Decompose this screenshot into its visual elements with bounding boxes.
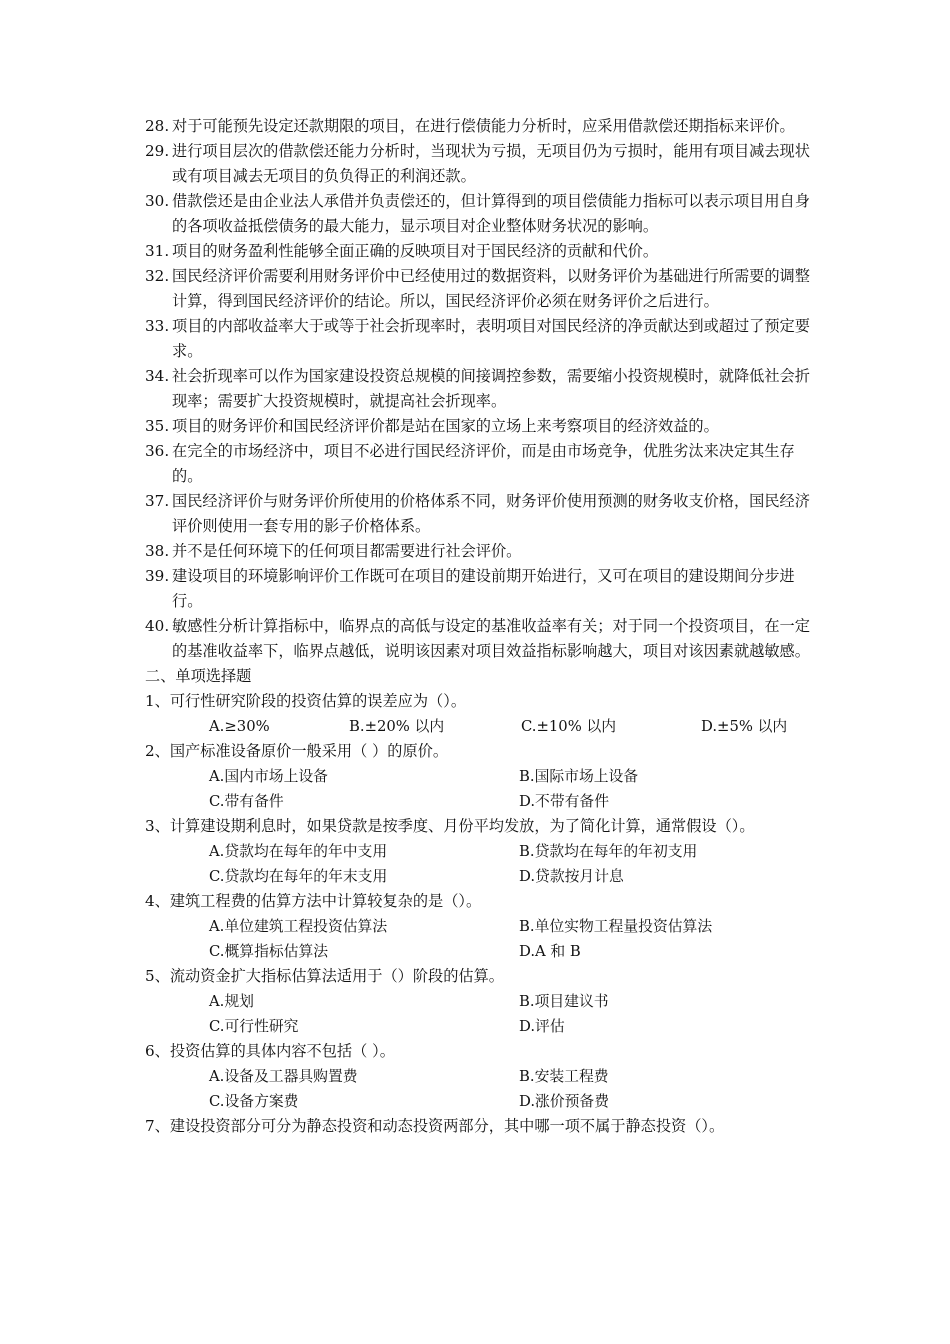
list-item: 32. 国民经济评价需要利用财务评价中已经使用过的数据资料，以财务评价为基础进行所需要的调整计算，得到国民经济评价的结论。所以，国民经济评价必须在财务评价之后进行。 xyxy=(145,267,810,310)
option-a: A.贷款均在每年的年中支用 xyxy=(209,843,388,860)
list-item: 33. 项目的内部收益率大于或等于社会折现率时，表明项目对国民经济的净贡献达到或超过了预定要求。 xyxy=(145,317,810,360)
option-b: B.项目建议书 xyxy=(519,993,609,1010)
question-text: 1、可行性研究阶段的投资估算的误差应为（）。 xyxy=(145,692,467,710)
option-c: C.±10% 以内 xyxy=(521,718,617,735)
option-a: A.设备及工器具购置费 xyxy=(209,1068,358,1085)
option-b: B.安装工程费 xyxy=(519,1068,609,1085)
option-b: B.单位实物工程量投资估算法 xyxy=(519,918,713,935)
question-text: 7、建设投资部分可分为静态投资和动态投资两部分，其中哪一项不属于静态投资（）。 xyxy=(145,1117,725,1135)
document-page xyxy=(145,114,815,1139)
option-list xyxy=(145,914,815,964)
question-5 xyxy=(145,964,815,1039)
option-d: D.±5% 以内 xyxy=(701,718,788,735)
option-list xyxy=(145,839,815,889)
option-a: A.≥30% xyxy=(209,718,270,735)
list-item: 35. 项目的财务评价和国民经济评价都是站在国家的立场上来考察项目的经济效益的。 xyxy=(145,417,719,435)
question-4 xyxy=(145,889,815,964)
list-item: 37. 国民经济评价与财务评价所使用的价格体系不同，财务评价使用预测的财务收支价格，国民经济评价则使用一套专用的影子价格体系。 xyxy=(145,492,810,535)
option-list xyxy=(145,764,815,814)
question-1 xyxy=(145,689,815,739)
list-item: 38. 并不是任何环境下的任何项目都需要进行社会评价。 xyxy=(145,542,522,560)
section-heading: 二、单项选择题 xyxy=(145,667,252,685)
option-list xyxy=(145,714,815,739)
option-a: A.国内市场上设备 xyxy=(209,768,328,785)
list-item: 39. 建设项目的环境影响评价工作既可在项目的建设前期开始进行，又可在项目的建设期间分步进行。 xyxy=(145,567,795,610)
question-6 xyxy=(145,1039,815,1114)
option-c: C.可行性研究 xyxy=(209,1018,299,1035)
option-a: A.规划 xyxy=(209,993,254,1010)
question-text: 2、国产标准设备原价一般采用（ ）的原价。 xyxy=(145,742,449,760)
list-item: 36. 在完全的市场经济中，项目不必进行国民经济评价，而是由市场竞争，优胜劣汰来决定其生存的。 xyxy=(145,442,795,485)
list-item: 31. 项目的财务盈利性能够全面正确的反映项目对于国民经济的贡献和代价。 xyxy=(145,242,658,260)
option-b: B.国际市场上设备 xyxy=(519,768,639,785)
list-item: 29. 进行项目层次的借款偿还能力分析时，当现状为亏损，无项目仍为亏损时，能用有项目减去现状或有项目减去无项目的负负得正的利润还款。 xyxy=(145,142,810,185)
question-7 xyxy=(145,1114,815,1139)
option-d: D.涨价预备费 xyxy=(519,1093,610,1110)
option-c: C.带有备件 xyxy=(209,793,284,810)
question-3 xyxy=(145,814,815,889)
option-c: C.概算指标估算法 xyxy=(209,943,329,960)
option-d: D.贷款按月计息 xyxy=(519,868,624,885)
list-item: 30. 借款偿还是由企业法人承借并负责偿还的，但计算得到的项目偿债能力指标可以表示项目用自身的各项收益抵偿债务的最大能力，显示项目对企业整体财务状况的影响。 xyxy=(145,192,810,235)
option-b: B.贷款均在每年的年初支用 xyxy=(519,843,698,860)
question-text: 4、建筑工程费的估算方法中计算较复杂的是（）。 xyxy=(145,892,482,910)
option-d: D.不带有备件 xyxy=(519,793,610,810)
option-a: A.单位建筑工程投资估算法 xyxy=(209,918,388,935)
option-b: B.±20% 以内 xyxy=(349,718,445,735)
question-text: 6、投资估算的具体内容不包括（ ）。 xyxy=(145,1042,395,1060)
list-item: 40. 敏感性分析计算指标中，临界点的高低与设定的基准收益率有关；对于同一个投资项目，在一定的基准收益率下，临界点越低，说明该因素对项目效益指标影响越大，项目对该因素就越敏感。 xyxy=(145,617,810,660)
option-list xyxy=(145,1064,815,1114)
option-d: D.评估 xyxy=(519,1018,565,1035)
list-item: 28. 对于可能预先设定还款期限的项目，在进行偿债能力分析时，应采用借款偿还期指标来评价。 xyxy=(145,117,795,135)
option-c: C.贷款均在每年的年末支用 xyxy=(209,868,388,885)
judgment-list xyxy=(145,114,815,664)
option-list xyxy=(145,989,815,1039)
question-text: 5、流动资金扩大指标估算法适用于（）阶段的估算。 xyxy=(145,967,504,985)
question-text: 3、计算建设期利息时，如果贷款是按季度、月份平均发放，为了简化计算，通常假设（）。 xyxy=(145,817,755,835)
option-c: C.设备方案费 xyxy=(209,1093,299,1110)
option-d: D.A 和 B xyxy=(519,943,581,960)
list-item: 34. 社会折现率可以作为国家建设投资总规模的间接调控参数，需要缩小投资规模时，就降低社会折现率；需要扩大投资规模时，就提高社会折现率。 xyxy=(145,367,810,410)
question-2 xyxy=(145,739,815,814)
